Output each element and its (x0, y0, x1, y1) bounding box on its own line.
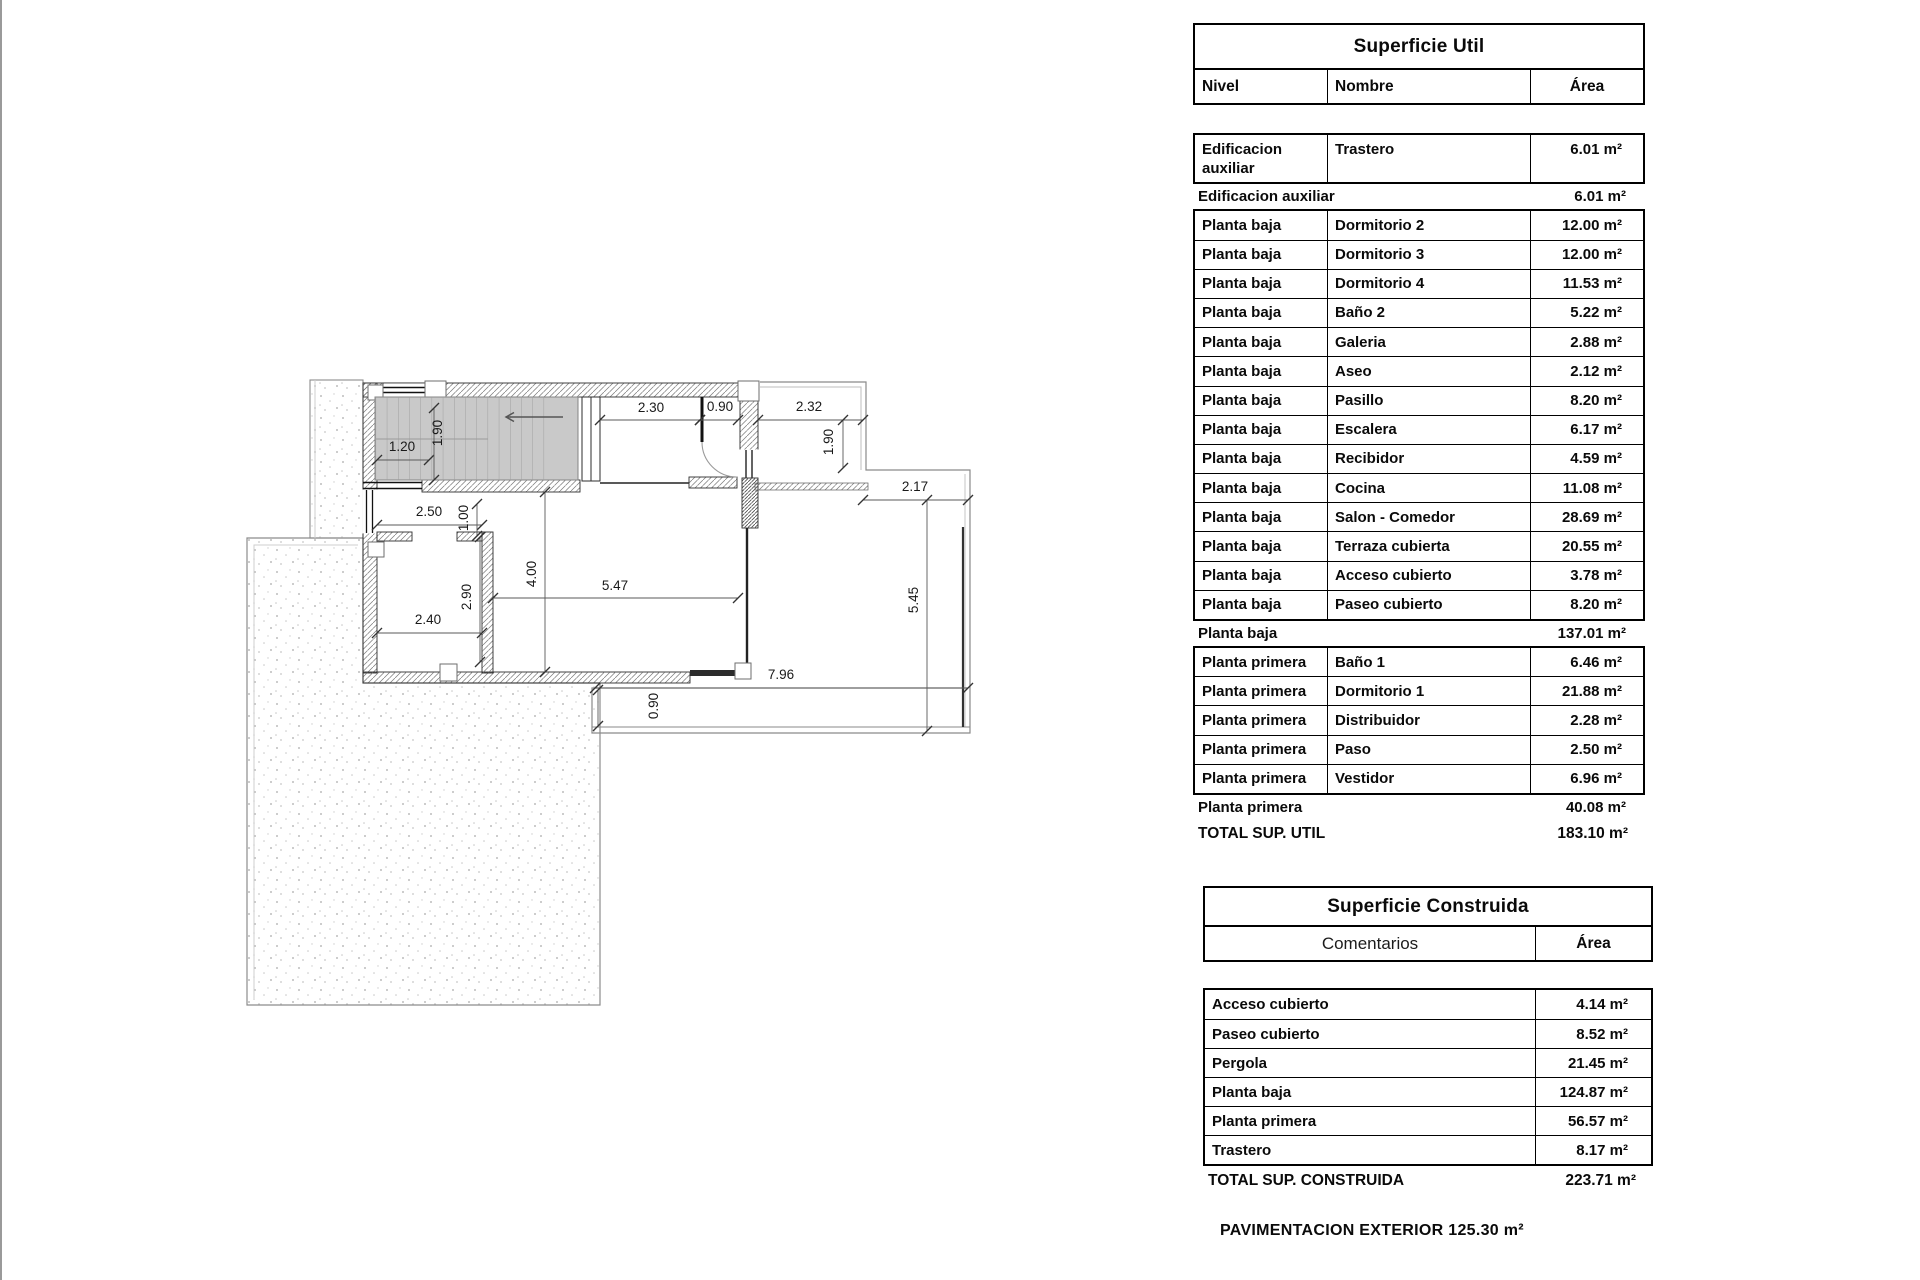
cell-nombre: Cocina (1327, 474, 1530, 502)
table-row (1195, 735, 1643, 764)
total-sup-construida-row (1203, 1166, 1653, 1196)
summary-area: 6.01 m² (1574, 188, 1626, 206)
cell-area: 124.87 m² (1535, 1078, 1651, 1106)
column-header-nivel: Nivel (1202, 77, 1240, 95)
surface-util-header-box (1193, 23, 1645, 105)
cell-nombre: Planta baja (1212, 1083, 1292, 1101)
table-row (1195, 590, 1643, 619)
cell-nivel: Planta baja (1202, 392, 1282, 409)
table-row (1205, 1106, 1651, 1135)
surface-construida-header-box (1203, 886, 1653, 962)
total-area: 183.10 m² (1557, 824, 1628, 842)
cell-nivel: Planta baja (1202, 567, 1282, 585)
cell-area: 2.50 m² (1530, 736, 1643, 764)
summary-area: 40.08 m² (1565, 798, 1626, 816)
cell-area: 2.88 m² (1530, 328, 1643, 356)
table-row (1195, 764, 1643, 793)
table-row (1195, 561, 1643, 590)
table-row (1195, 135, 1643, 182)
cell-nombre: Baño 2 (1327, 299, 1530, 327)
dimension-label: 5.45 (906, 586, 921, 614)
table-block (1193, 646, 1645, 795)
table-row (1195, 356, 1643, 385)
table-row (1195, 502, 1643, 531)
cell-nombre: Paseo cubierto (1212, 1025, 1320, 1043)
cell-area: 12.00 m² (1530, 241, 1643, 269)
table-block (1193, 209, 1645, 621)
table-row (1205, 990, 1651, 1019)
cell-nombre: Dormitorio 1 (1327, 677, 1530, 705)
table-row (1205, 1077, 1651, 1106)
dimension-label: 1.00 (456, 504, 471, 532)
summary-row (1193, 184, 1645, 209)
cell-area: 56.57 m² (1535, 1107, 1651, 1135)
cell-nivel: Planta baja (1202, 596, 1282, 614)
cell-area: 11.53 m² (1530, 270, 1643, 298)
window (383, 383, 425, 397)
dimension-label: 7.96 (767, 667, 795, 682)
cell-area: 6.01 m² (1530, 135, 1643, 182)
cell-area: 21.88 m² (1530, 677, 1643, 705)
cell-nivel: Planta baja (1202, 479, 1282, 497)
cell-nivel: Planta baja (1202, 216, 1282, 234)
table-row (1205, 1048, 1651, 1077)
dimension-label: 2.90 (459, 583, 474, 611)
dimension-label: 2.17 (901, 479, 929, 494)
cell-area: 20.55 m² (1530, 532, 1643, 560)
surface-util-groups (1193, 133, 1645, 820)
cell-nombre: Baño 1 (1327, 648, 1530, 676)
cell-nivel: Planta baja (1202, 508, 1282, 526)
cell-area: 2.12 m² (1530, 357, 1643, 385)
table-title: Superficie Construida (1205, 888, 1651, 927)
dimension-label: 2.32 (795, 399, 823, 414)
cell-nombre: Trastero (1327, 135, 1530, 182)
cell-nombre: Salon - Comedor (1327, 503, 1530, 531)
column-header-area: Área (1535, 927, 1651, 960)
cell-nivel: Planta primera (1202, 711, 1307, 729)
surface-construida-rows (1203, 988, 1653, 1166)
cell-nombre: Recibidor (1327, 445, 1530, 473)
table-title: Superficie Util (1195, 25, 1643, 70)
post (368, 542, 384, 557)
page-edge-line (0, 0, 2, 1280)
cell-nombre: Terraza cubierta (1327, 532, 1530, 560)
table-row (1195, 298, 1643, 327)
cell-area: 8.20 m² (1530, 591, 1643, 619)
cell-nombre: Trastero (1212, 1141, 1272, 1159)
cell-nombre: Galeria (1327, 328, 1530, 356)
dimension-label: 5.47 (601, 578, 629, 593)
cell-nivel: Planta baja (1202, 421, 1282, 439)
cell-area: 3.78 m² (1530, 562, 1643, 590)
cell-area: 11.08 m² (1530, 474, 1643, 502)
table-block (1193, 133, 1645, 184)
door-swing-arc (702, 442, 737, 477)
total-area: 223.71 m² (1565, 1172, 1636, 1189)
summary-label: Planta baja (1198, 625, 1278, 642)
cell-nombre: Paseo cubierto (1327, 591, 1530, 619)
cell-nivel: Edificacion auxiliar (1202, 140, 1283, 177)
cell-nombre: Acceso cubierto (1212, 995, 1329, 1013)
summary-label: Planta primera (1198, 798, 1303, 816)
post (735, 663, 751, 679)
wall-segment (690, 670, 736, 676)
cell-nivel: Planta primera (1202, 770, 1307, 788)
column-header-nombre: Nombre (1327, 70, 1530, 103)
table-row (1195, 705, 1643, 734)
total-sup-util-row (1193, 820, 1645, 848)
cell-area: 8.52 m² (1535, 1020, 1651, 1048)
dimension-label: 4.00 (524, 560, 539, 588)
cell-nivel: Planta baja (1202, 450, 1282, 468)
cell-area: 6.17 m² (1530, 416, 1643, 444)
cell-nombre: Aseo (1327, 357, 1530, 385)
cell-nombre: Distribuidor (1327, 706, 1530, 734)
table-row (1205, 1135, 1651, 1164)
table-row (1195, 269, 1643, 298)
cell-area: 5.22 m² (1530, 299, 1643, 327)
dimension-label: 0.90 (646, 692, 661, 720)
cell-nivel: Planta primera (1202, 653, 1307, 671)
cell-nombre: Dormitorio 4 (1327, 270, 1530, 298)
table-row (1195, 327, 1643, 356)
cell-nombre: Acceso cubierto (1327, 562, 1530, 590)
summary-row (1193, 795, 1645, 820)
surface-util-table (1193, 23, 1645, 848)
cell-nivel: Planta baja (1202, 362, 1282, 380)
dimension-label: 2.30 (637, 400, 665, 415)
cell-nivel: Planta primera (1202, 741, 1307, 759)
floor-plan-drawing (230, 370, 1020, 1070)
total-label: TOTAL SUP. CONSTRUIDA (1208, 1172, 1405, 1189)
table-row (1205, 1019, 1651, 1048)
table-row (1195, 648, 1643, 676)
summary-area: 137.01 m² (1557, 625, 1626, 642)
cell-nombre: Escalera (1327, 416, 1530, 444)
cell-area: 2.28 m² (1530, 706, 1643, 734)
cell-nombre: Paso (1327, 736, 1530, 764)
cell-nivel: Planta baja (1202, 246, 1282, 264)
cell-nombre: Vestidor (1327, 765, 1530, 793)
cell-nombre: Dormitorio 2 (1327, 211, 1530, 239)
cell-nivel: Planta baja (1202, 304, 1282, 322)
cell-nombre: Planta primera (1212, 1112, 1317, 1130)
cell-area: 8.20 m² (1530, 387, 1643, 415)
total-label: TOTAL SUP. UTIL (1198, 824, 1326, 842)
dimension-label: 1.20 (388, 439, 416, 454)
cell-area: 6.46 m² (1530, 648, 1643, 676)
post (738, 381, 759, 401)
table-row (1195, 531, 1643, 560)
dimension-label: 2.40 (414, 612, 442, 627)
post (440, 664, 457, 681)
cell-nivel: Planta primera (1202, 682, 1307, 700)
dimension-label: 1.90 (430, 419, 445, 447)
table-row (1195, 444, 1643, 473)
cell-area: 4.14 m² (1535, 990, 1651, 1019)
window (740, 450, 758, 478)
table-row (1195, 415, 1643, 444)
surface-construida-table (1203, 886, 1653, 1240)
cell-nivel: Planta baja (1202, 333, 1282, 351)
cell-area: 28.69 m² (1530, 503, 1643, 531)
table-row (1195, 240, 1643, 269)
cell-area: 4.59 m² (1530, 445, 1643, 473)
floor-plan (230, 370, 1020, 1070)
cell-area: 12.00 m² (1530, 211, 1643, 239)
cell-nombre: Pasillo (1327, 387, 1530, 415)
cell-nombre: Dormitorio 3 (1327, 241, 1530, 269)
pavimentacion-note: PAVIMENTACION EXTERIOR 125.30 m² (1220, 1222, 1524, 1239)
cell-area: 21.45 m² (1535, 1049, 1651, 1077)
cell-area: 6.96 m² (1530, 765, 1643, 793)
cell-nivel: Planta baja (1202, 275, 1282, 293)
cell-nivel: Planta baja (1202, 537, 1282, 555)
column-header-comentarios: Comentarios (1321, 933, 1419, 953)
cell-area: 8.17 m² (1535, 1136, 1651, 1164)
cell-nombre: Pergola (1212, 1054, 1268, 1072)
table-row (1195, 676, 1643, 705)
table-row (1195, 473, 1643, 502)
summary-row (1193, 621, 1645, 646)
column-header-area: Área (1530, 70, 1643, 103)
dimension-label: 2.50 (415, 504, 443, 519)
dimension-label: 1.90 (821, 428, 836, 456)
table-row (1195, 386, 1643, 415)
dimension-label: 0.90 (706, 399, 734, 414)
table-row (1195, 211, 1643, 239)
summary-label: Edificacion auxiliar (1198, 188, 1335, 206)
